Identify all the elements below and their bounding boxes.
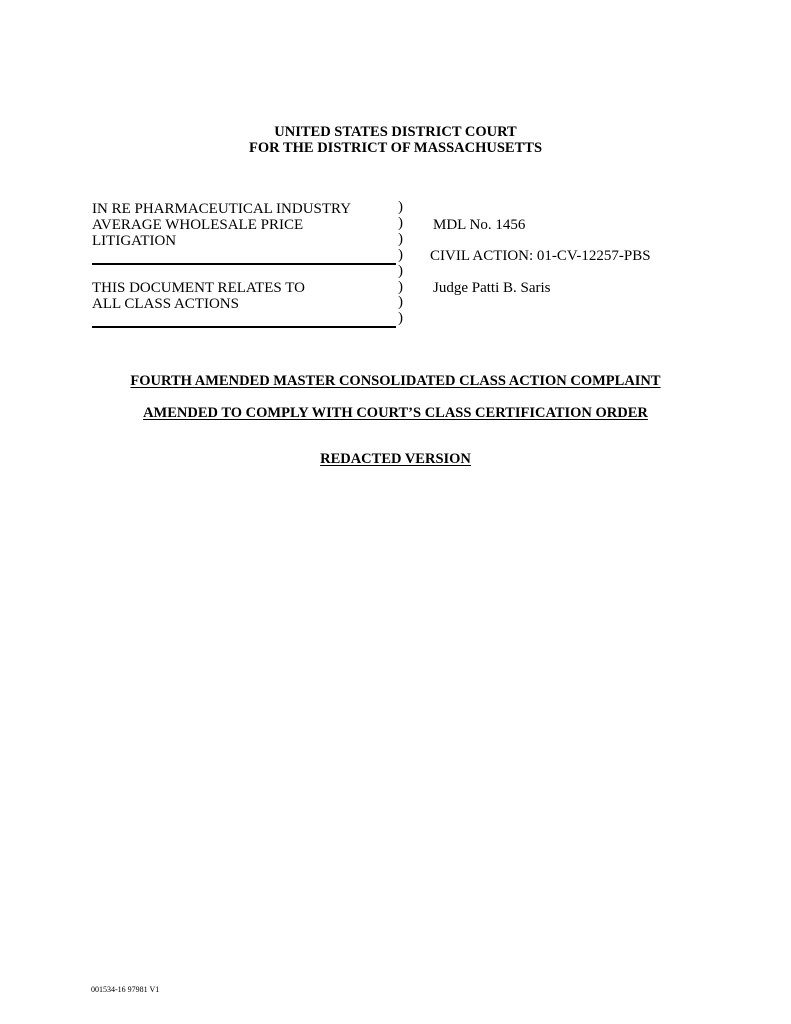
- judge-name: Judge Patti B. Saris: [433, 280, 551, 296]
- document-subtitle: AMENDED TO COMPLY WITH COURT’S CLASS CERTIFICATION ORDER: [143, 405, 648, 421]
- footer-doc-id: 001534-16 97981 V1: [91, 985, 160, 994]
- version-label: REDACTED VERSION: [320, 451, 471, 467]
- case-name-line-3: LITIGATION: [92, 233, 177, 249]
- paren: ): [398, 230, 403, 247]
- case-name-line-2: AVERAGE WHOLESALE PRICE: [92, 217, 304, 233]
- relates-line-2: ALL CLASS ACTIONS: [92, 296, 239, 312]
- paren: ): [398, 294, 403, 311]
- court-district: FOR THE DISTRICT OF MASSACHUSETTS: [248, 140, 543, 156]
- civil-action-number: CIVIL ACTION: 01-CV-12257-PBS: [430, 248, 651, 264]
- court-name: UNITED STATES DISTRICT COURT: [274, 124, 517, 140]
- case-name-line-1: IN RE PHARMACEUTICAL INDUSTRY: [92, 201, 352, 217]
- relates-line-1: THIS DOCUMENT RELATES TO: [92, 280, 305, 296]
- caption-divider-top: [92, 263, 396, 265]
- document-title: FOURTH AMENDED MASTER CONSOLIDATED CLASS ACTION COMPLAINT: [130, 373, 661, 389]
- paren: ): [398, 214, 403, 231]
- mdl-number: MDL No. 1456: [433, 217, 526, 233]
- paren: ): [398, 310, 403, 327]
- paren: ): [398, 262, 403, 279]
- paren: ): [398, 278, 403, 295]
- paren: ): [398, 246, 403, 263]
- paren: ): [398, 199, 403, 215]
- caption-paren-column: [398, 200, 403, 327]
- caption-divider-bottom: [92, 326, 396, 328]
